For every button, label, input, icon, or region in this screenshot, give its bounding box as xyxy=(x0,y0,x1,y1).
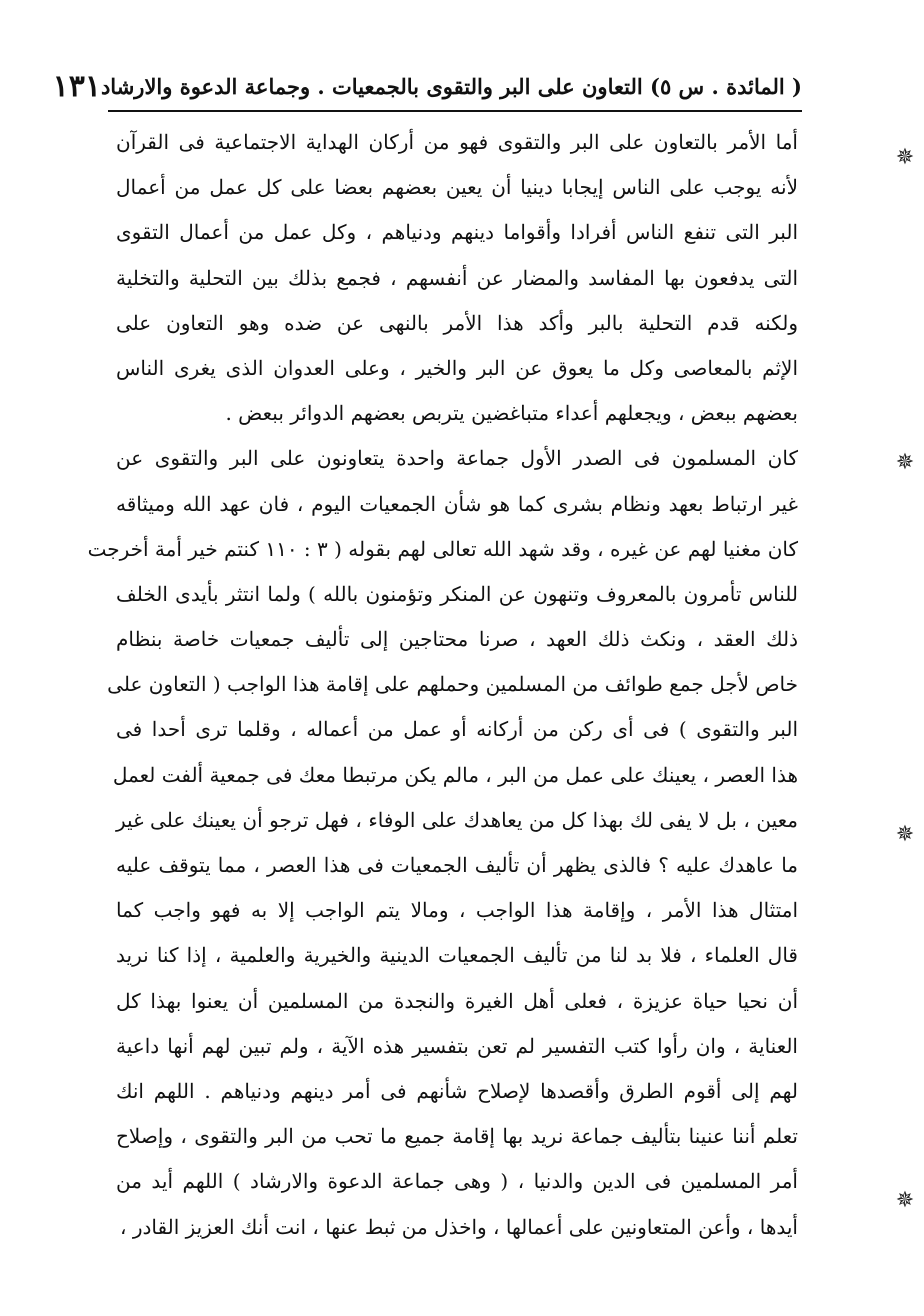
text-line: كان مغنيا لهم عن غيره ، وقد شهد الله تعالى لهم بقوله ( ٣ : ١١٠ كنتم خير أمة أخرجت xyxy=(87,536,798,561)
header-title: ( المائدة . س ٥) التعاون على البر والتقوى بالجمعيات . وجماعة الدعوة والارشاد xyxy=(100,73,802,99)
margin-ornament-icon: ✵ xyxy=(895,145,915,170)
margin-ornament-icon: ✵ xyxy=(895,1188,915,1213)
body-text xyxy=(87,120,798,1250)
text-line: التى يدفعون بها المفاسد والمضار عن أنفسهم ، فجمع بذلك بين التحلية والتخلية xyxy=(116,265,798,290)
margin-ornament-icon: ✵ xyxy=(895,822,915,847)
text-line: أمر المسلمين فى الدين والدنيا ، ( وهى جماعة الدعوة والارشاد ) اللهم أيد من xyxy=(116,1169,798,1194)
text-line: للناس تأمرون بالمعروف وتنهون عن المنكر وتؤمنون بالله ) ولما انتثر بأيدى الخلف xyxy=(116,581,798,606)
text-line: تعلم أننا عنينا بتأليف جماعة نريد بها إقامة جميع ما تحب من البر والتقوى ، وإصلاح xyxy=(116,1124,798,1149)
text-line: الإثم بالمعاصى وكل ما يعوق عن البر والخير ، وعلى العدوان الذى يغرى الناس xyxy=(116,355,798,380)
running-header xyxy=(52,66,802,106)
text-line: البر والتقوى ) فى أى ركن من أركانه أو عمل من أعماله ، وقلما ترى أحدا فى xyxy=(116,717,798,742)
text-line: بعضهم ببعض ، ويجعلهم أعداء متباغضين يتربص بعضهم الدوائر ببعض . xyxy=(225,401,798,426)
text-line: البر التى تنفع الناس أفرادا وأقواما دينهم ودنياهم ، وكل عمل من أعمال التقوى xyxy=(116,220,798,245)
text-line: خاص لأجل جمع طوائف من المسلمين وحملهم على إقامة هذا الواجب ( التعاون على xyxy=(107,672,798,697)
text-line: ذلك العقد ، ونكث ذلك العهد ، صرنا محتاجين إلى تأليف جمعيات خاصة بنظام xyxy=(116,627,798,652)
text-line: أما الأمر بالتعاون على البر والتقوى فهو من أركان الهداية الاجتماعية فى القرآن xyxy=(116,130,798,154)
text-line: العناية ، وان رأوا كتب التفسير لم تعن بتفسير هذه الآية ، ولم تبين لهم أنها داعية xyxy=(116,1033,798,1058)
text-line: أن نحيا حياة عزيزة ، فعلى أهل الغيرة والنجدة من المسلمين أن يعنوا بهذا كل xyxy=(116,988,798,1013)
text-line: كان المسلمون فى الصدر الأول جماعة واحدة يتعاونون على البر والتقوى عن xyxy=(116,446,798,471)
text-line: امتثال هذا الأمر ، وإقامة هذا الواجب ، ومالا يتم الواجب إلا به فهو واجب كما xyxy=(116,898,798,923)
text-line: قال العلماء ، فلا بد لنا من تأليف الجمعيات الدينية والخيرية والعلمية ، إذا كنا نريد xyxy=(116,943,798,968)
text-line: لأنه يوجب على الناس إيجابا دينيا أن يعين بعضهم بعضا على كل عمل من أعمال xyxy=(116,175,798,200)
text-line: ما عاهدك عليه ؟ فالذى يظهر أن تأليف الجمعيات فى هذا العصر ، مما يتوقف عليه xyxy=(116,853,798,877)
text-line: أيدها ، وأعن المتعاونين على أعمالها ، واخذل من ثبط عنها ، انت أنك العزيز القادر ، xyxy=(120,1214,798,1239)
text-line: ولكنه قدم التحلية بالبر وأكد هذا الأمر بالنهى عن ضده وهو التعاون على xyxy=(116,310,798,335)
text-line: معين ، بل لا يفى لك بهذا كل من يعاهدك على الوفاء ، فهل ترجو أن يعينك على غير xyxy=(116,807,798,832)
text-line: لهم إلى أقوم الطرق وأقصدها لإصلاح شأنهم فى أمر دينهم ودنياهم . اللهم انك xyxy=(116,1078,798,1103)
page-number: ١٣١ xyxy=(52,68,101,104)
text-line: هذا العصر ، يعينك على عمل من البر ، مالم يكن مرتبطا معك فى جمعية ألفت لعمل xyxy=(112,762,798,787)
margin-ornament-icon: ✵ xyxy=(895,450,915,475)
header-divider xyxy=(108,110,802,112)
text-line: غير ارتباط بعهد ونظام بشرى كما هو شأن الجمعيات اليوم ، فان عهد الله وميثاقه xyxy=(116,491,798,516)
